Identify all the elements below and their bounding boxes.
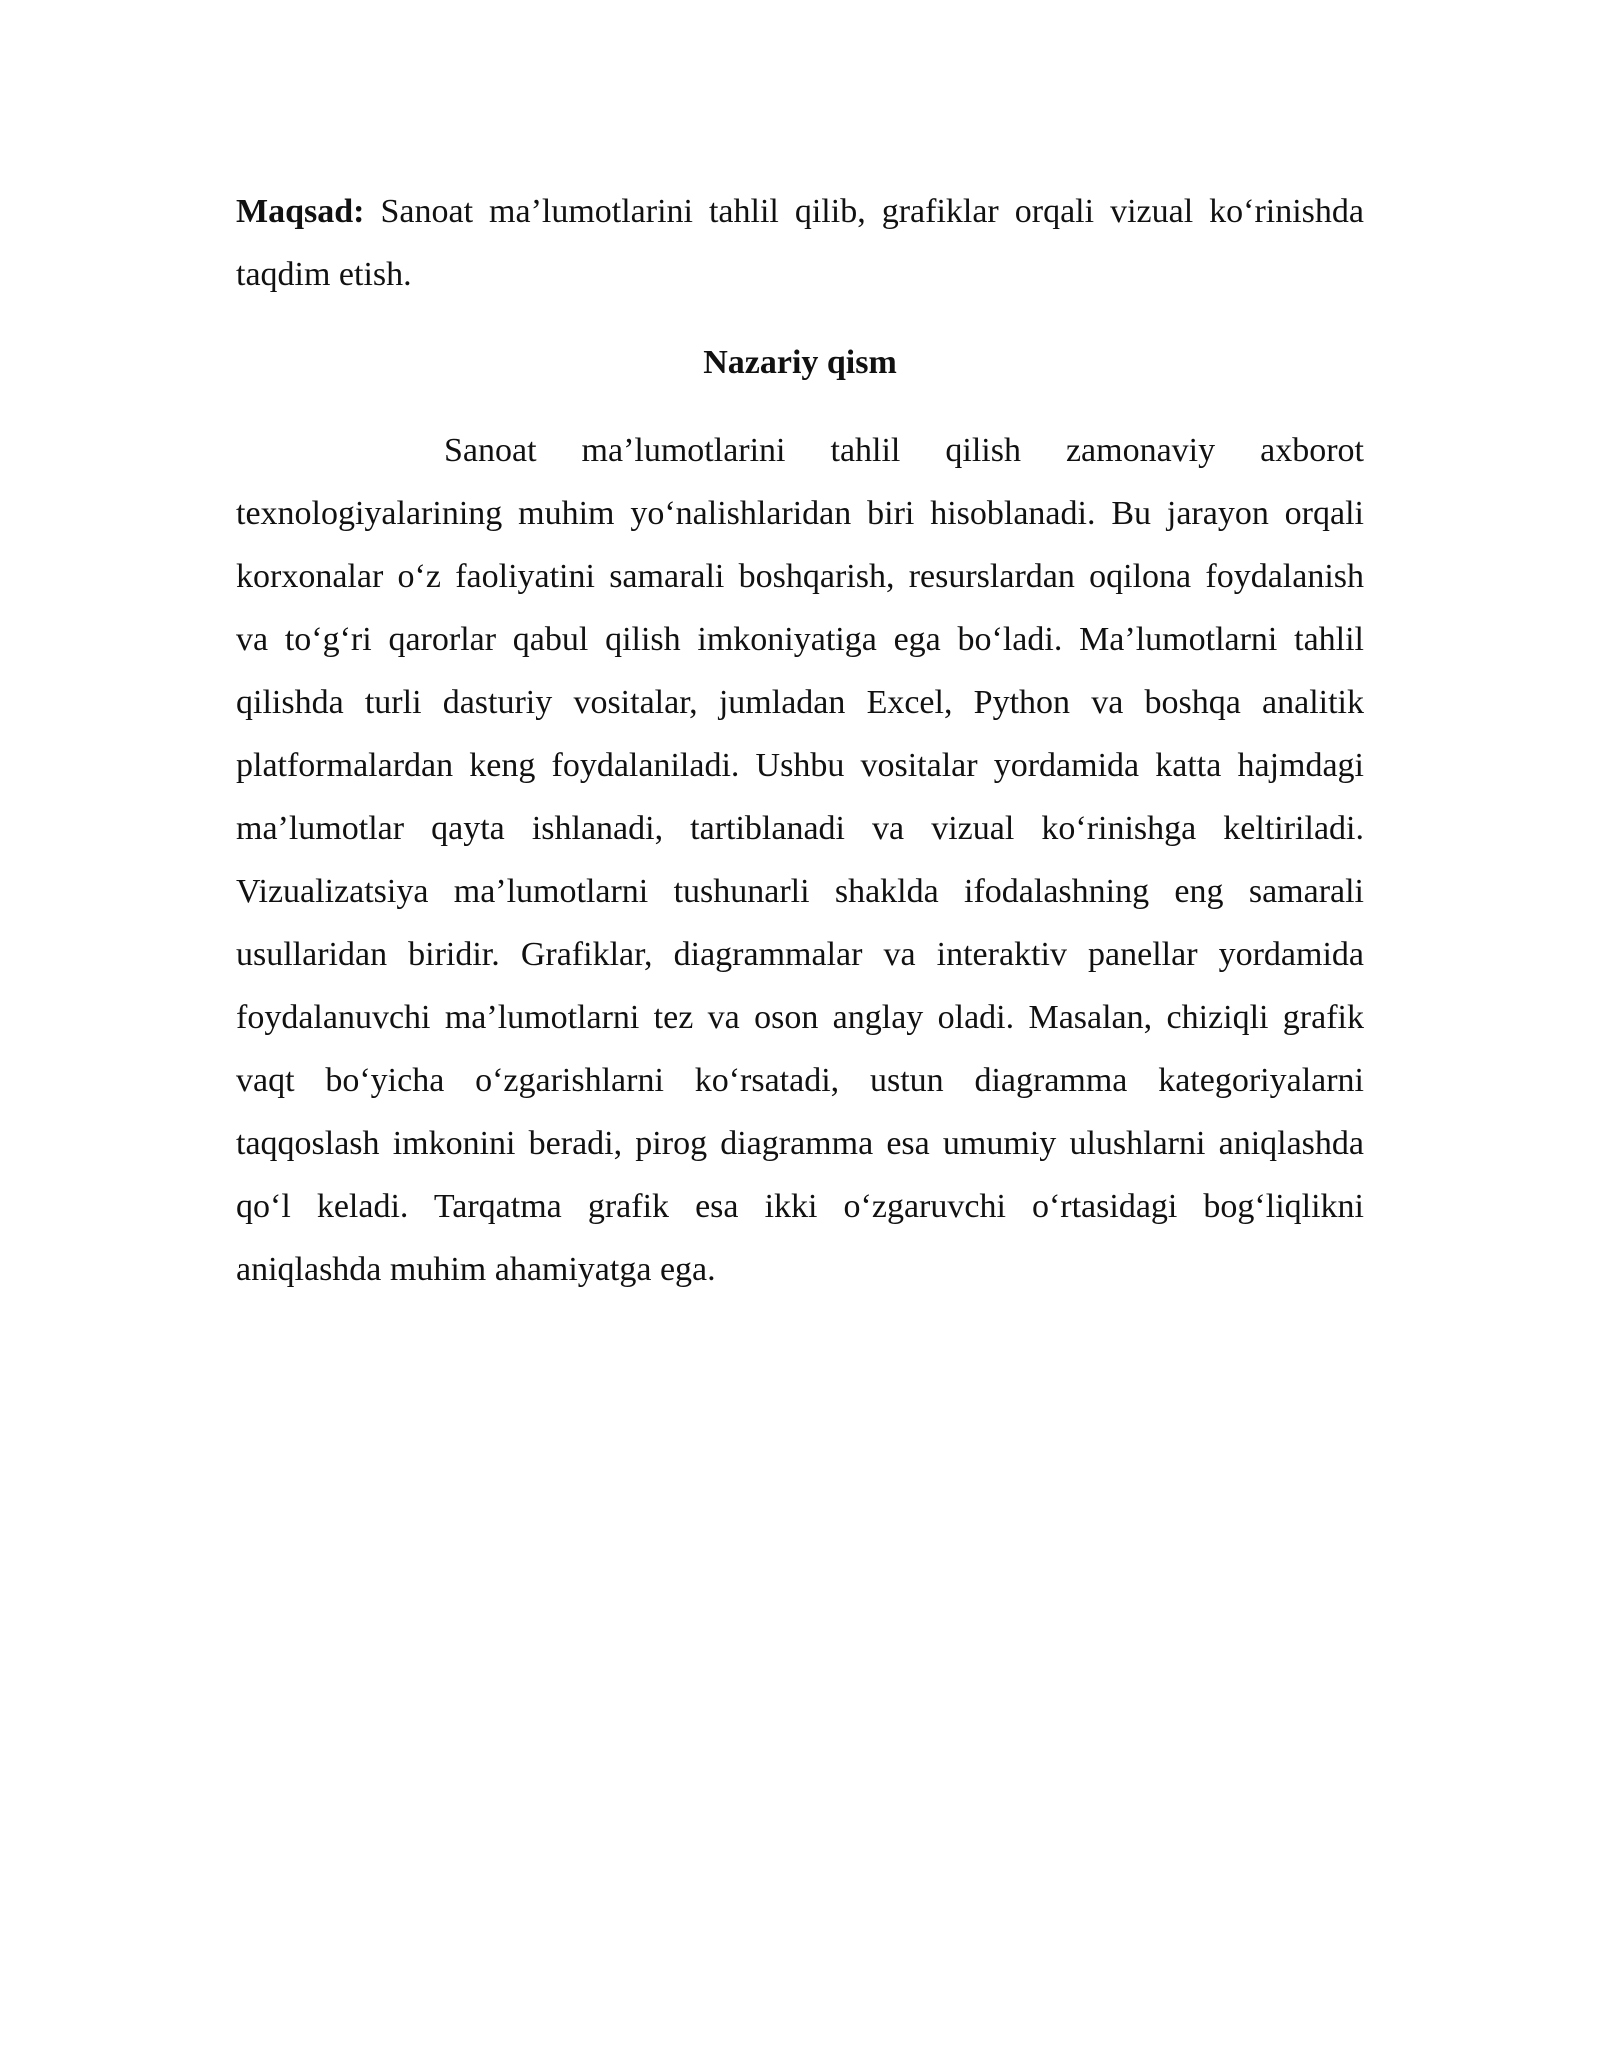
section-title: Nazariy qism (703, 344, 897, 381)
purpose-text: Sanoat ma’lumotlarini tahlil qilib, grafiklar orqali vizual ko‘rinishda taqdim etish. (236, 193, 1365, 293)
purpose-label: Maqsad: (236, 193, 365, 230)
body-paragraph: Sanoat ma’lumotlarini tahlil qilish zamonaviy axborot texnologiyalarining muhim yo‘nalishlaridan biri hisoblanadi. Bu jarayon orqali korxonalar o‘z faoliyatini samarali boshqarish, resurslardan oqilona foydalanish va to‘g‘ri qarorlar qabul qilish imkoniyatiga ega bo‘ladi. Ma’lumotlarni tahlil qilishda turli dasturiy vositalar, jumladan Excel, Python va boshqa analitik platformalardan keng foydalaniladi. Ushbu vositalar yordamida katta hajmdagi ma’lumotlar qayta ishlanadi, tartiblanadi va vizual ko‘rinishga keltiriladi. Vizualizatsiya ma’lumotlarni tushunarli shaklda ifodalashning eng samarali usullaridan biridir. Grafiklar, diagrammalar va interaktiv panellar yordamida foydalanuvchi ma’lumotlarni tez va oson anglay oladi. Masalan, chiziqli grafik vaqt bo‘yicha o‘zgarishlarni ko‘rsatadi, ustun diagramma kategoriyalarni taqqoslash imkonini beradi, pirog diagramma esa umumiy ulushlarni aniqlashda qo‘l keladi. Tarqatma grafik esa ikki o‘zgaruvchi o‘rtasidagi bog‘liqlikni aniqlashda muhim ahamiyatga ega. (236, 432, 1364, 1288)
document-content (236, 180, 1364, 1301)
purpose-paragraph (236, 180, 1364, 306)
